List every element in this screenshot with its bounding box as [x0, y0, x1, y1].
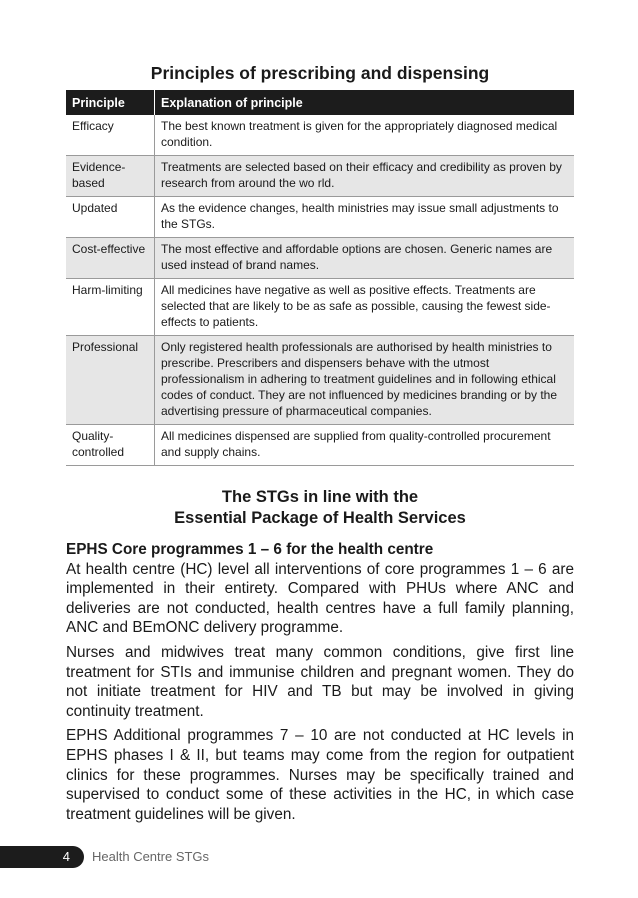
section-subheading [66, 487, 574, 529]
principle-cell: Efficacy [66, 115, 155, 156]
principle-cell: Evidence-based [66, 156, 155, 197]
paragraph-1 [66, 540, 574, 638]
explanation-cell: The best known treatment is given for the appropriately diagnosed medical condition. [155, 115, 575, 156]
column-header-explanation: Explanation of principle [155, 90, 575, 115]
paragraph-1-text: At health centre (HC) level all interventions of core programmes 1 – 6 are implemented in their entirety. Compared with PHUs where ANC and deliveries are not conducted, health centres have a full family planning, ANC and BEmONC delivery programme. [66, 560, 574, 637]
subheading-line-2: Essential Package of Health Services [174, 509, 466, 527]
explanation-cell: Only registered health professionals are authorised by health ministries to prescribe. Prescribers and dispensers behave with the utmost professionalism in adhering to treatment guidelines and in following ethical codes of conduct. They are not influenced by medicines branding or by the advertising pressure of pharmaceutical companies. [155, 336, 575, 425]
column-header-principle: Principle [66, 90, 155, 115]
table-row [66, 197, 574, 238]
table-row [66, 156, 574, 197]
body-text [66, 540, 574, 829]
explanation-cell: Treatments are selected based on their efficacy and credibility as proven by research from around the wo rld. [155, 156, 575, 197]
principle-cell: Quality-controlled [66, 425, 155, 466]
table-row [66, 279, 574, 336]
paragraph-2: Nurses and midwives treat many common conditions, give first line treatment for STIs and immunise children and pregnant women. They do not initiate treatment for HIV and TB but may be involved in giving continuity treatment. [66, 643, 574, 720]
principle-cell: Harm-limiting [66, 279, 155, 336]
table-row [66, 238, 574, 279]
explanation-cell: The most effective and affordable options are chosen. Generic names are used instead of brand names. [155, 238, 575, 279]
principles-table [66, 90, 574, 466]
paragraph-lead: EPHS Core programmes 1 – 6 for the health centre [66, 541, 434, 558]
explanation-cell: All medicines have negative as well as positive effects. Treatments are selected that are likely to be as safe as possible, causing the fewest side-effects to patients. [155, 279, 575, 336]
footer-label: Health Centre STGs [92, 849, 210, 864]
principle-cell: Updated [66, 197, 155, 238]
principle-cell: Cost-effective [66, 238, 155, 279]
page-number: 4 [0, 846, 84, 868]
table-row [66, 336, 574, 425]
table-row [66, 425, 574, 466]
table-header-row [66, 90, 574, 115]
principle-cell: Professional [66, 336, 155, 425]
explanation-cell: As the evidence changes, health ministries may issue small adjustments to the STGs. [155, 197, 575, 238]
paragraph-3: EPHS Additional programmes 7 – 10 are not conducted at HC levels in EPHS phases I & II, but teams may come from the region for outpatient clinics for these programmes. Nurses may be specifically trained and supervised to conduct some of these activities in the HC, in which case treatment guidelines will be given. [66, 727, 574, 823]
explanation-cell: All medicines dispensed are supplied from quality-controlled procurement and supply chains. [155, 425, 575, 466]
table-row [66, 115, 574, 156]
subheading-line-1: The STGs in line with the [221, 488, 419, 506]
page-title: Principles of prescribing and dispensing [150, 63, 490, 83]
